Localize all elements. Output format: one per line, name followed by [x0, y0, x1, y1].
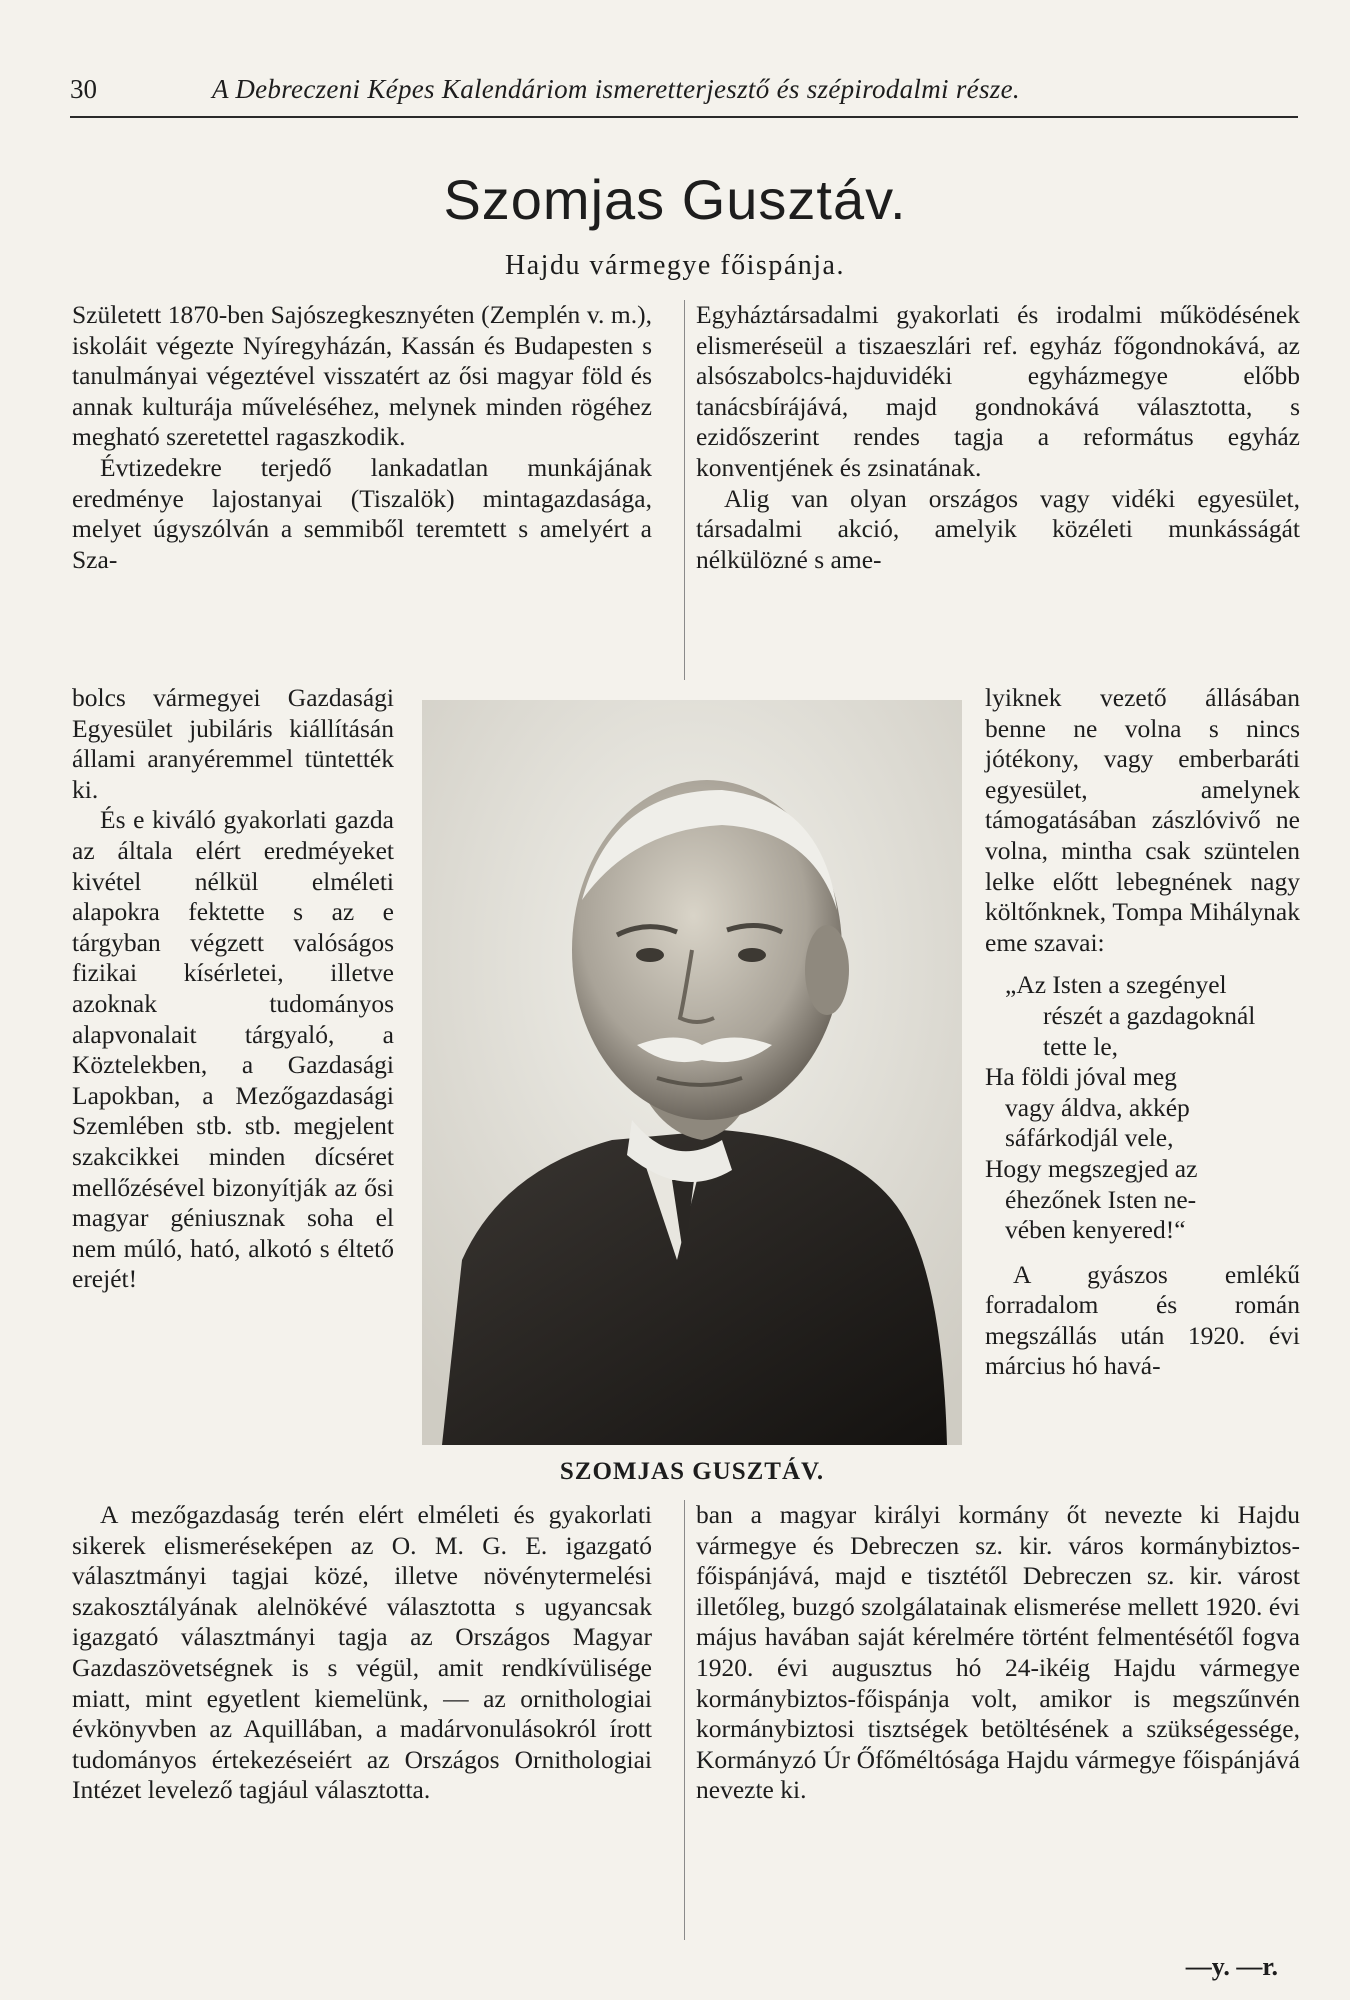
paragraph: Évtizedekre terjedő lankadatlan munkájának eredménye lajostanyai (Tiszalök) mintagazdasága, melyet úgyszólván a semmiből teremtett s amelyért a Sza- [72, 452, 652, 574]
poem-line: vében kenyered!“ [1005, 1215, 1186, 1245]
poem-quote [985, 970, 1300, 1245]
column-divider [684, 300, 685, 680]
page-number: 30 [70, 74, 97, 104]
paragraph: Született 1870-ben Sajószegkesznyéten (Zemplén v. m.), iskoláit végezte Nyíregyházán, Kassán és Budapesten s tanulmányai végeztével visszatért az ősi magyar föld és annak kulturája műveléséhez, melynek minden rögéhez megható szeretettel ragaszkodik. [72, 300, 652, 452]
poem-line: Ha földi jóval meg [985, 1062, 1177, 1092]
poem-line: éhezőnek Isten ne- [1005, 1184, 1197, 1214]
paragraph: Alig van olyan országos vagy vidéki egyesület, társadalmi akció, amelyik közéleti munkásságát nélkülözné s ame- [696, 483, 1300, 574]
right-column-top [696, 300, 1300, 575]
right-column-bottom [696, 1500, 1300, 1806]
column-divider [684, 1500, 685, 1940]
poem-line: Hogy megszegjed az [985, 1153, 1198, 1183]
right-column-narrow [985, 683, 1300, 1382]
poem-line: sáfárkodjál vele, [1005, 1123, 1174, 1153]
paragraph: És e kiváló gyakorlati gazda az általa elért eredméyeket kivétel nélkül elméleti alapokra fektette s az e tárgyban végzett valóságos fizikai kísérletei, illetve azoknak tudományos alapvonalait tárgyaló, a Köztelekben, a Gazdasági Lapokban, a Mezőgazdasági Szemlében stb. stb. megjelent szakcikkei minden dícséret mellőzésével bizonyítják az ősi magyar géniusznak soha el nem múló, ható, alkotó s éltető erejét! [72, 805, 394, 1294]
portrait-illustration [422, 700, 962, 1445]
paragraph: Egyháztársadalmi gyakorlati és irodalmi működésének elismeréseül a tiszaeszlári ref. egyház főgondnokává, az alsószabolcs-hajduvidéki egyházmegye előbb tanácsbírájává, majd gondnokává választotta, s ezidőszerint rendes tagja a református egyház konventjének és zsinatának. [696, 300, 1300, 482]
left-column-top [72, 300, 652, 575]
header-rule [70, 116, 1298, 118]
paragraph: A mezőgazdaság terén elért elméleti és gyakorlati sikerek elismeréseképen az O. M. G. E. igazgató választmányi tagjai közé, illetve növénytermelési szakosztályának alelnökévé választotta s ugyancsak igazgató választmányi tagja az Országos Magyar Gazdaszövetségnek is s végül, amit rendkívülisége miatt, mint egyetlent kiemelünk, — az ornithologiai évkönyvben az Aquillában, a madárvonulásokról írott tudományos értekezéseiért az Országos Ornithologiai Intézet levelező tagjául választotta. [72, 1500, 652, 1805]
left-column-bottom [72, 1500, 652, 1806]
poem-line: tette le, [1043, 1031, 1119, 1061]
article-subtitle: Hajdu vármegye főispánja. [505, 250, 845, 281]
paragraph: bolcs vármegyei Gazdasági Egyesület jubiláris kiállításán állami aranyéremmel tüntették ki. [72, 683, 394, 804]
running-head: A Debreczeni Képes Kalendáriom ismeretterjesztő és szépirodalmi része. [212, 74, 1020, 104]
portrait-photo [422, 700, 962, 1445]
paragraph: lyiknek vezető állásában benne ne volna s nincs jótékony, vagy emberbaráti egyesület, amelynek támogatásában zászlóvivő ne volna, mintha csak szüntelen lelke előtt lebegnének nagy költőnknek, Tompa Mihálynak eme szavai: [985, 683, 1300, 957]
poem-line: vagy áldva, akkép [1005, 1092, 1190, 1122]
left-column-narrow [72, 683, 394, 1295]
paragraph: ban a magyar királyi kormány őt nevezte ki Hajdu vármegye és Debreczen sz. kir. város kormánybiztos-főispánjává, majd e tisztétől Debreczen sz. kir. várost illetőleg, buzgó szolgálatainak elismerése mellett 1920. évi május havában saját kérelmére történt felmentésétől fogva 1920. évi augusztus hó 24-ikéig Hajdu vármegye kormánybiztos-főispánja volt, amikor is megszűnvén kormánybiztosi tisztségek betöltésének a szükségessége, Kormányzó Úr Őfőméltósága Hajdu vármegye főispánjává nevezte ki. [696, 1500, 1300, 1805]
article-title: Szomjas Gusztáv. [443, 168, 907, 231]
poem-line: részét a gazdagoknál [1043, 1000, 1256, 1030]
author-signature: —y. —r. [1185, 1952, 1278, 1981]
paragraph: A gyászos emlékű forradalom és román megszállás után 1920. évi március hó havá- [985, 1259, 1300, 1381]
photo-caption: SZOMJAS GUSZTÁV. [559, 1458, 825, 1485]
poem-line: „Az Isten a szegényel [1005, 970, 1227, 1000]
